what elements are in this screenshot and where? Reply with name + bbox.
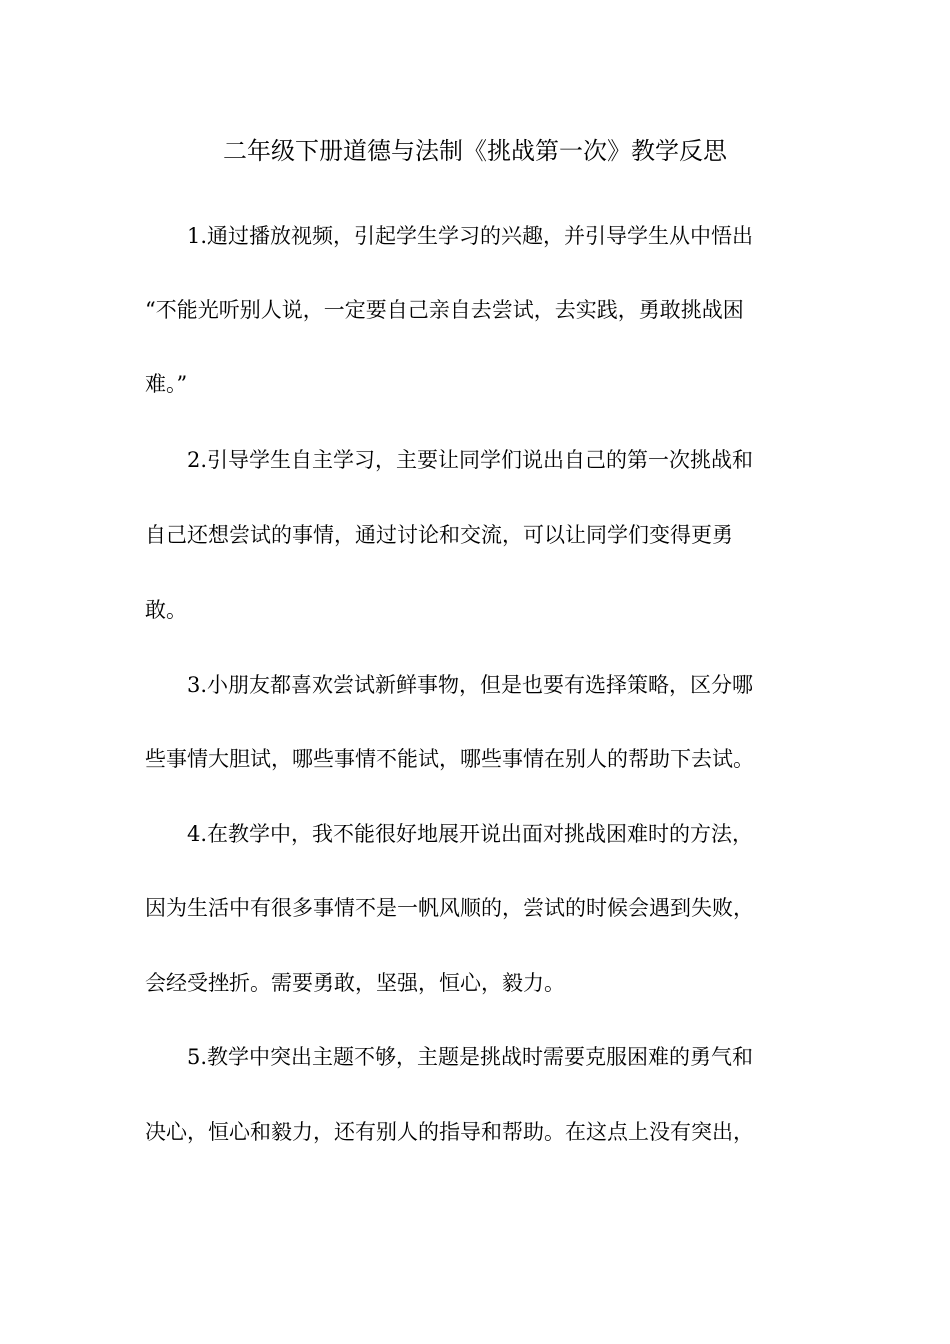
paragraph-4-line-3: 会经受挫折。需要勇敢，坚强，恒心，毅力。 <box>145 971 565 995</box>
paragraph-3-line-1: 3.小朋友都喜欢尝试新鲜事物，但是也要有选择策略，区分哪 <box>187 673 754 697</box>
paragraph-1-line-1: 1.通过播放视频，引起学生学习的兴趣，并引导学生从中悟出 <box>187 224 754 248</box>
paragraph-3-line-2: 些事情大胆试，哪些事情不能试，哪些事情在别人的帮助下去试。 <box>145 747 754 771</box>
paragraph-4-line-2: 因为生活中有很多事情不是一帆风顺的，尝试的时候会遇到失败， <box>145 896 754 920</box>
paragraph-5-line-2: 决心，恒心和毅力，还有别人的指导和帮助。在这点上没有突出， <box>145 1120 754 1144</box>
paragraph-5-line-1: 5.教学中突出主题不够，主题是挑战时需要克服困难的勇气和 <box>187 1045 754 1069</box>
paragraph-1-line-2: “不能光听别人说，一定要自己亲自去尝试，去实践，勇敢挑战困 <box>145 298 744 322</box>
document-title: 二年级下册道德与法制《挑战第一次》教学反思 <box>223 137 727 165</box>
paragraph-2-line-2: 自己还想尝试的事情，通过讨论和交流，可以让同学们变得更勇 <box>145 523 733 547</box>
paragraph-2-line-3: 敢。 <box>145 598 187 622</box>
paragraph-2-line-1: 2.引导学生自主学习，主要让同学们说出自己的第一次挑战和 <box>187 448 754 472</box>
paragraph-1-line-3: 难。” <box>145 372 188 396</box>
paragraph-4-line-1: 4.在教学中，我不能很好地展开说出面对挑战困难时的方法， <box>187 822 754 846</box>
